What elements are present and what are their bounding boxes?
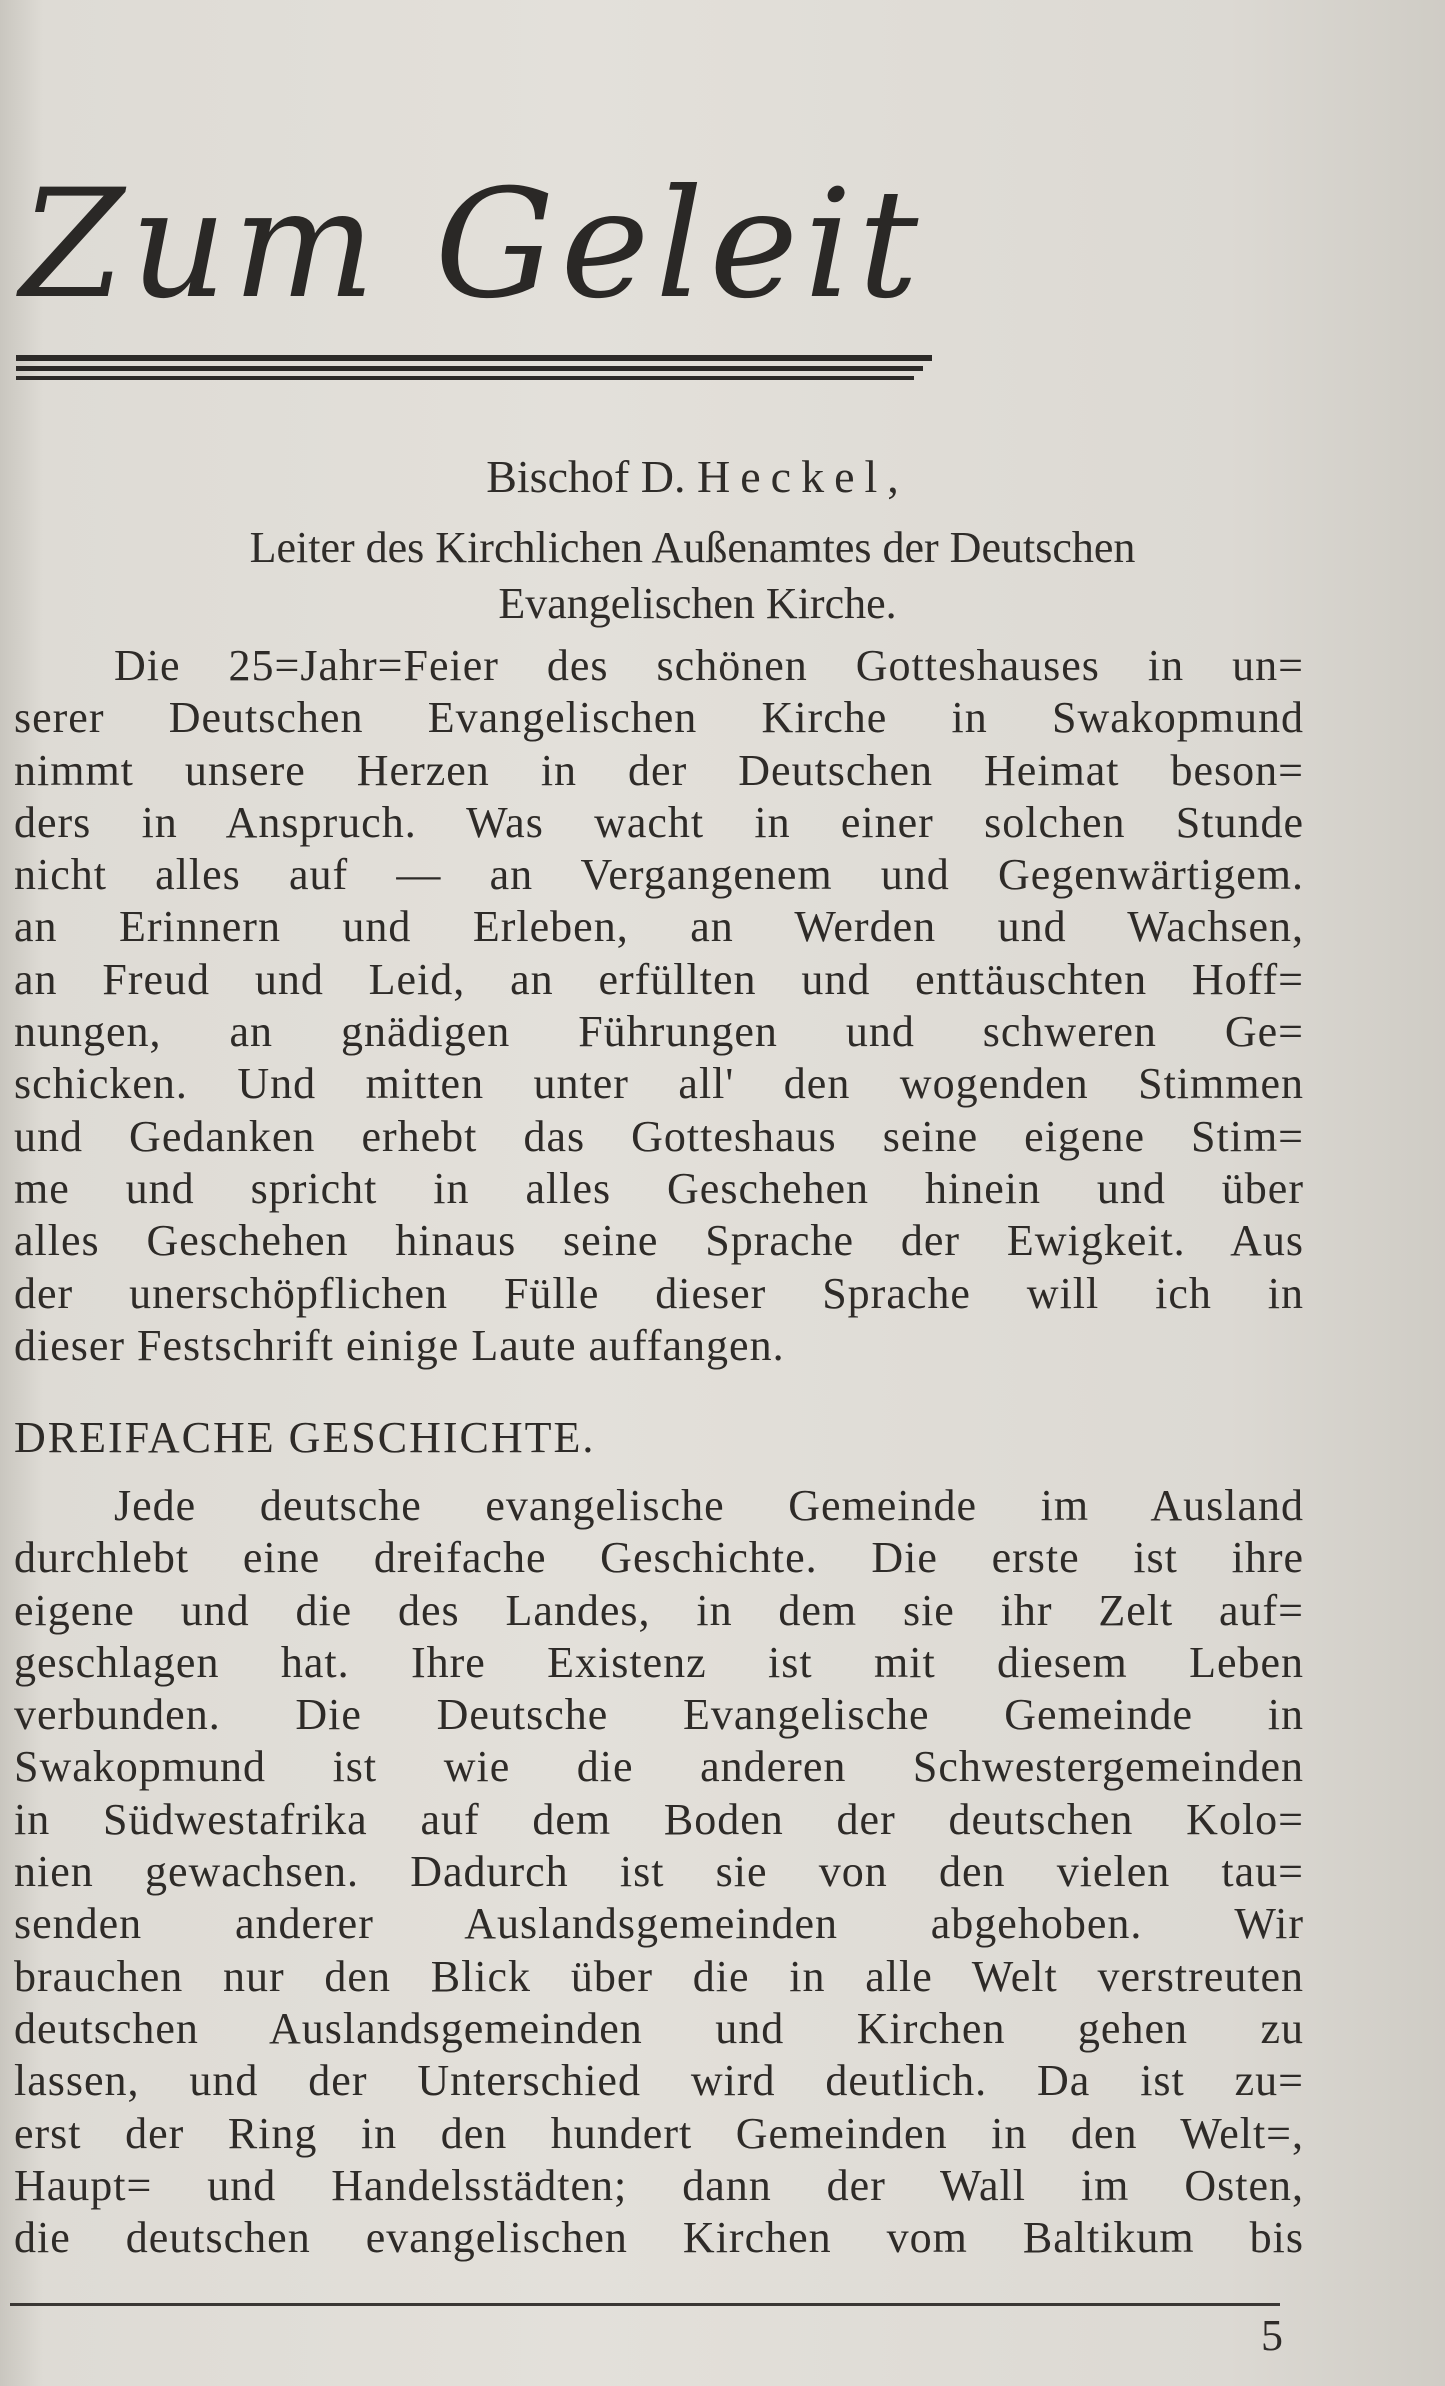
text-line: und Gedanken erhebt das Gotteshaus seine eigene Stim= <box>14 1111 1304 1161</box>
text-line: lassen, und der Unterschied wird deutlich. Da ist zu= <box>14 2056 1304 2106</box>
text-line: nimmt unsere Herzen in der Deutschen Heimat beson= <box>14 745 1304 795</box>
author-title-line-2: Evangelischen Kirche. <box>498 579 897 628</box>
text-line: dieser Festschrift einige Laute auffangen. <box>14 1320 785 1370</box>
underline-rule-2 <box>16 366 923 371</box>
text-line: senden anderer Auslandsgemeinden abgehoben. Wir <box>14 1899 1304 1949</box>
author-surname: Heckel, <box>697 451 909 502</box>
text-line: durchlebt eine dreifache Geschichte. Die erste ist ihre <box>14 1533 1304 1583</box>
text-line: der unerschöpflichen Fülle dieser Sprache will ich in <box>14 1268 1304 1318</box>
underline-rule-3 <box>16 376 914 380</box>
paragraph-dreifache-geschichte <box>14 1480 1304 2264</box>
author-name-prefix: Bischof D. <box>486 451 686 502</box>
underline-rule-1 <box>16 355 932 361</box>
text-line: Haupt= und Handelsstädten; dann der Wall im Osten, <box>14 2160 1304 2210</box>
text-line: nien gewachsen. Dadurch ist sie von den vielen tau= <box>14 1847 1304 1897</box>
text-line: Die 25=Jahr=Feier des schönen Gotteshauses in un= <box>114 641 1304 690</box>
title-underline <box>16 355 932 385</box>
text-line: deutschen Auslandsgemeinden und Kirchen gehen zu <box>14 2003 1304 2053</box>
text-line: me und spricht in alles Geschehen hinein und über <box>14 1163 1304 1213</box>
section-heading: DREIFACHE GESCHICHTE. <box>14 1413 596 1462</box>
text-line: erst der Ring in den hundert Gemeinden in den Welt=, <box>14 2108 1304 2158</box>
text-line: serer Deutschen Evangelischen Kirche in Swakopmund <box>14 693 1304 743</box>
text-line: in Südwestafrika auf dem Boden der deutschen Kolo= <box>14 1794 1304 1844</box>
text-line: geschlagen hat. Ihre Existenz ist mit diesem Leben <box>14 1637 1304 1687</box>
page-title: Zum Geleit <box>20 158 925 332</box>
text-line: die deutschen evangelischen Kirchen vom Baltikum bis <box>14 2213 1304 2263</box>
text-line: alles Geschehen hinaus seine Sprache der Ewigkeit. Aus <box>14 1216 1304 1266</box>
paragraph-intro <box>14 640 1304 1372</box>
footer-rule <box>10 2303 1280 2306</box>
text-line: brauchen nur den Blick über die in alle Welt verstreuten <box>14 1951 1304 2001</box>
text-line: nicht alles auf — an Vergangenem und Gegenwärtigem. <box>14 850 1304 900</box>
text-line: an Freud und Leid, an erfüllten und enttäuschten Hoff= <box>14 954 1304 1004</box>
author-title-line-1: Leiter des Kirchlichen Außenamtes der Deutschen <box>249 523 1136 572</box>
author-name <box>0 450 1420 503</box>
text-line: schicken. Und mitten unter all' den wogenden Stimmen <box>14 1059 1304 1109</box>
text-line: an Erinnern und Erleben, an Werden und Wachsen, <box>14 902 1304 952</box>
text-line: ders in Anspruch. Was wacht in einer solchen Stunde <box>14 797 1304 847</box>
text-line: eigene und die des Landes, in dem sie ihr Zelt auf= <box>14 1585 1304 1635</box>
text-line: Jede deutsche evangelische Gemeinde im Ausland <box>114 1481 1304 1530</box>
page-number: 5 <box>1261 2311 1283 2360</box>
text-line: nungen, an gnädigen Führungen und schweren Ge= <box>14 1007 1304 1057</box>
text-line: Swakopmund ist wie die anderen Schwestergemeinden <box>14 1742 1304 1792</box>
text-line: verbunden. Die Deutsche Evangelische Gemeinde in <box>14 1690 1304 1740</box>
